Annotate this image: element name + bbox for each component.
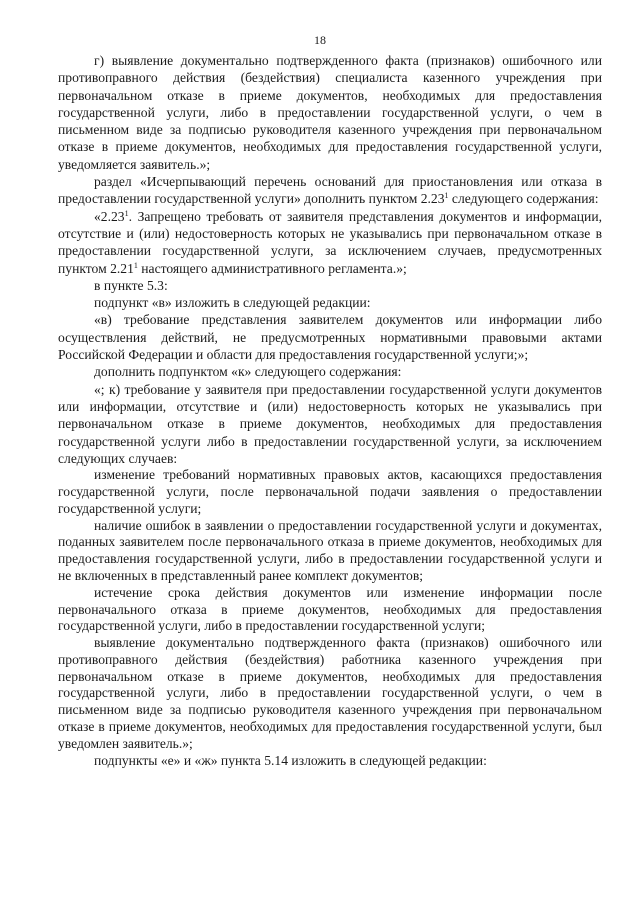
paragraph-text: «2.23 xyxy=(94,208,125,224)
paragraph-clause-2-23 xyxy=(58,208,602,277)
paragraph-subpoint-k-intro: дополнить подпунктом «к» следующего содержания: xyxy=(94,364,402,380)
superscript: 1 xyxy=(124,208,129,218)
paragraph-text: настоящего административного регламента.»; xyxy=(137,260,407,276)
paragraph-subpoint-v: «в) требование представления заявителем документов или информации либо осуществления действий, не предусмотренных нормативными правовыми актами Российской Федерации и области для предоставления государственной услуги;»; xyxy=(58,312,602,363)
paragraph-subpoint-k: «; к) требование у заявителя при предоставлении государственной услуги документов или информации, отсутствие и (или) недостоверность которых не указывались при первоначальном отказе в приеме документов, необходимых для предоставления государственной услуги либо в предоставлении государственной услуги, за исключением следующих случаев: xyxy=(58,381,602,466)
paragraph-point-5-3: в пункте 5.3: xyxy=(94,277,168,293)
page-number: 18 xyxy=(314,33,326,47)
superscript: 1 xyxy=(133,260,138,270)
paragraph-point-5-14: подпункты «е» и «ж» пункта 5.14 изложить в следующей редакции: xyxy=(94,752,487,768)
paragraph-text: . Запрещено требовать от заявителя представления документов и информации, отсутствие и (или) недостоверность которых не указывались при первоначальном отказе в предоставлении государственной услуги, за исключением случаев, предусмотренных пунктом 2.21 xyxy=(58,208,602,276)
paragraph-item-g: г) выявление документально подтвержденного факта (признаков) ошибочного или противоправного действия (бездействия) специалиста казенного учреждения при первоначальном отказе в приеме документов, необходимых для предоставления государственной услуги, либо в предоставлении государственной услуги, о чем в письменном виде за подписью руководителя казенного учреждения при первоначальном отказе в приеме документов, необходимых для предоставления государственной услуги, уведомляется заявитель.»; xyxy=(58,53,602,172)
paragraph-case-2: наличие ошибок в заявлении о предоставлении государственной услуги и документах, поданных заявителем после первоначального отказа в приеме документов, необходимых для предоставления государственной услуги, либо в предоставлении государственной услуги и не включенных в представленный ранее комплект документов; xyxy=(58,517,602,583)
paragraph-text: следующего содержания: xyxy=(448,191,599,207)
paragraph-case-1: изменение требований нормативных правовых актов, касающихся предоставления государственной услуги, после первоначальной подачи заявления о предоставлении государственной услуги; xyxy=(58,467,602,516)
paragraph-subpoint-v-intro: подпункт «в» изложить в следующей редакции: xyxy=(94,295,371,311)
paragraph-case-4: выявление документально подтвержденного факта (признаков) ошибочного или противоправного действия (бездействия) работника казенного учреждения при первоначальном отказе в приеме документов, необходимых для предоставления государственной услуги, либо в предоставлении государственной услуги, о чем в письменном виде за подписью руководителя казенного учреждения при первоначальном отказе в приеме документов, необходимых для предоставления государственной услуги, был уведомлен заявитель.»; xyxy=(58,635,602,751)
document-body xyxy=(58,52,602,769)
paragraph-add-section-2-23 xyxy=(58,173,602,208)
paragraph-case-3: истечение срока действия документов или изменение информации после первоначального отказа в приеме документов, необходимых для предоставления государственной услуги, либо в предоставлении государственной услуги; xyxy=(58,584,602,634)
paragraph-text: раздел «Исчерпывающий перечень оснований для приостановления или отказа в предоставлении государственной услуги» дополнить пунктом 2.23 xyxy=(58,174,602,207)
superscript: 1 xyxy=(444,191,449,201)
